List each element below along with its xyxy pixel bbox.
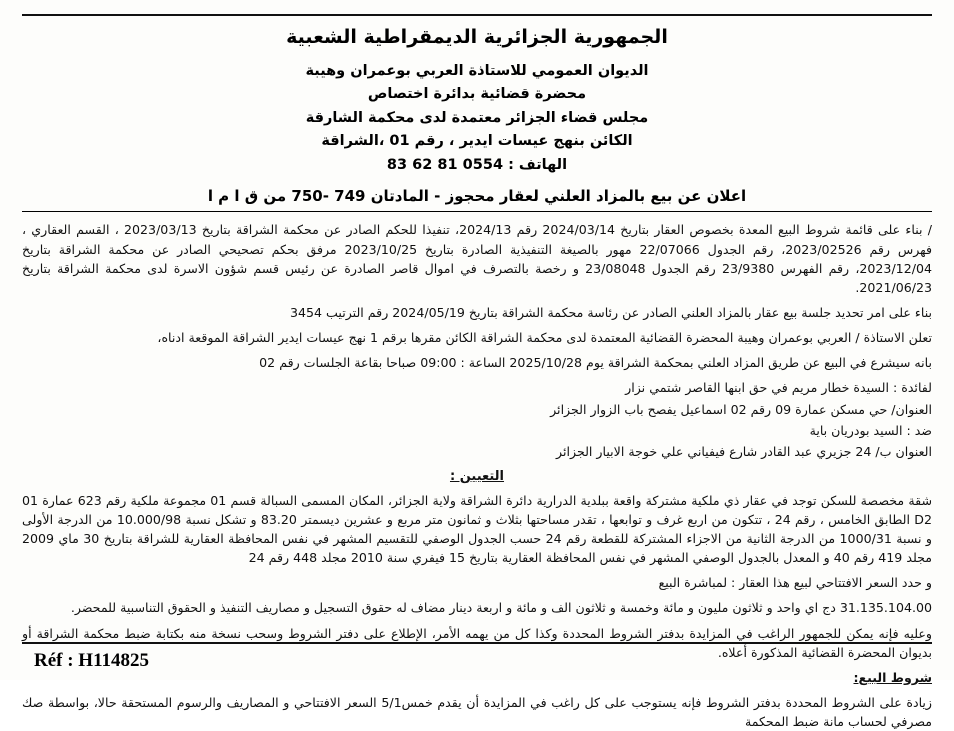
paragraph-property-description: شقة مخصصة للسكن توجد في عقار ذي ملكية مشتركة واقعة ببلدية الدرارية دائرة الشراقة ولاية الجزائر، المكان المسمى السبالة قسم 01 مجموعة ملكية رقم 623 عمارة 01 D2 الطابق الخامس ، رقم 24 ، تتكون من اربع غرف و توابعها ، تقدر مساحتها بثلاث و ثمانون متر مربع و عشرين ديسمتر 83.20 و تشكل نسبة 10.000/98 من الدرجة الأولى و نسبة 1000/31 من الدرجة الثانية من الاجزاء المشتركة للقطعة رقم 24 حسب الجدول الوصفي للتقسيم المشهر في نفس المحافظة العقارية للشراقة بتاريخ 30 ماي 2009 مجلد 419 رقم 40 و المعدل بالجدول الوصفي المشهر في نفس المحافظة العقارية بتاريخ 15 فيفري سنة 2010 مجلد 448 رقم 24 (22, 492, 933, 566)
paragraph-debtor-address: العنوان ب/ 24 جزيري عبد القادر شارع فيفياني علي خوجة الابيار الجزائر (556, 443, 932, 459)
top-divider (22, 14, 932, 16)
paragraph-declarant: تعلن الاستاذة / العربي بوعمران وهيبة المحضرة القضائية المعتمدة لدى محكمة الشراقة الكائن مقرها برقم 1 نهج عيسات ايدير الشراقة الموقعة ادناه، (157, 330, 932, 346)
office-line-1: الديوان العمومي للاستاذة العربي بوعمران وهيبة (305, 63, 649, 79)
office-line-3: مجلس قضاء الجزائر معتمدة لدى محكمة الشارقة (305, 109, 649, 126)
paragraph-public-notice: وعليه فإنه يمكن للجمهور الراغب في المزايدة بدفتر الشروط المحددة وكذا كل من يهمه الأمر، الإطلاع على دفتر الشروط وسحب نسخة منه بكتابة ضبط محكمة الشراقة أو بديوان المحضرة القضائية المذكورة أعلاه. (22, 625, 932, 660)
paragraph-auction-datetime: بانه سيشرع في البيع عن طريق المزاد العلني بمحكمة الشراقة يوم 2025/10/28 الساعة : 09:00 صباحا بقاعة الجلسات رقم 02 (259, 355, 932, 371)
bottom-divider (22, 642, 932, 644)
paragraph-sale-conditions: زيادة على الشروط المحددة بدفتر الشروط فإنه يستوجب على كل راغب في المزايدة أن يقدم خمس5/1 السعر الافتتاحي و المصاريف والرسوم المستحقة حالا، بواسطة صك مصرفي لحساب مانة ضبط المحكمة (22, 694, 932, 730)
paragraph-legal-basis-1: / بناء على قائمة شروط البيع المعدة بخصوص العقار بتاريخ 2024/03/14 رقم 2024/13، تنفيذا للحكم الصادر عن محكمة الشراقة بتاريخ 2023/03/13 ، القسم العقاري ، فهرس رقم 2023/02526، رقم الجدول 22/07066 مهور بالصيغة التنفيذية الصادرة بتاريخ 2023/10/25 مرفق بحكم تصحيحي الصادر عن محكمة الشراقة بتاريخ 2023/12/04، رقم الفهرس 23/9380 رقم الجدول 23/08048 و رخصة بالتصرف في اموال قاصر الصادرة عن رئيس قسم شؤون الاسرة لدى محكمة الشراقة بتاريخ 2021/06/23. (22, 222, 932, 295)
paragraph-legal-basis-2: بناء على امر تحديد جلسة بيع عقار بالمزاد العلني الصادر عن رئاسة محكمة الشراقة بتاريخ 2024/05/19 رقم الترتيب 3454 (289, 304, 932, 320)
reference-number: Réf : H114825 (34, 650, 150, 671)
page-title: الجمهورية الجزائرية الديمقراطية الشعبية (286, 26, 668, 48)
document-footer (0, 642, 954, 680)
office-phone: الهاتف : 0554 81 62 83 (386, 156, 568, 173)
paragraph-opening-price-label: و حدد السعر الافتتاحي لبيع هذا العقار : لمباشرة البيع (658, 575, 932, 591)
paragraph-beneficiary-address: العنوان/ حي مسكن عمارة 09 رقم 02 اسماعيل يفصح باب الزوار الجزائر (550, 401, 932, 417)
announcement-subject: اعلان عن بيع بالمزاد العلني لعقار محجوز - المادتان 749 -750 من ق ا م ا (207, 187, 747, 206)
office-line-2: محضرة قضائية بدائرة اختصاص (367, 86, 587, 103)
paragraph-debtor: ضد : السيد بودريان باية (809, 422, 932, 438)
paragraph-beneficiary: لفائدة : السيدة خطار مريم في حق ابنها القاصر شتمي نزار (625, 380, 932, 396)
sale-conditions-heading: شروط البيع: (853, 669, 932, 685)
office-header (22, 60, 932, 177)
office-line-4: الكائن بنهج عيسات ايدير ، رقم 01 ،الشراقة (321, 133, 633, 150)
designation-heading: التعيين : (449, 468, 505, 484)
header-divider (22, 211, 932, 212)
paragraph-opening-price-amount: 31.135.104.00 دج اي واحد و ثلاثون مليون و مائة وخمسة و ثلاثون الف و مائة و اربعة دينار مضاف له حقوق التسجيل و مصاريف التنفيذ و الحقوق التناسبية للمحضر. (70, 600, 932, 616)
